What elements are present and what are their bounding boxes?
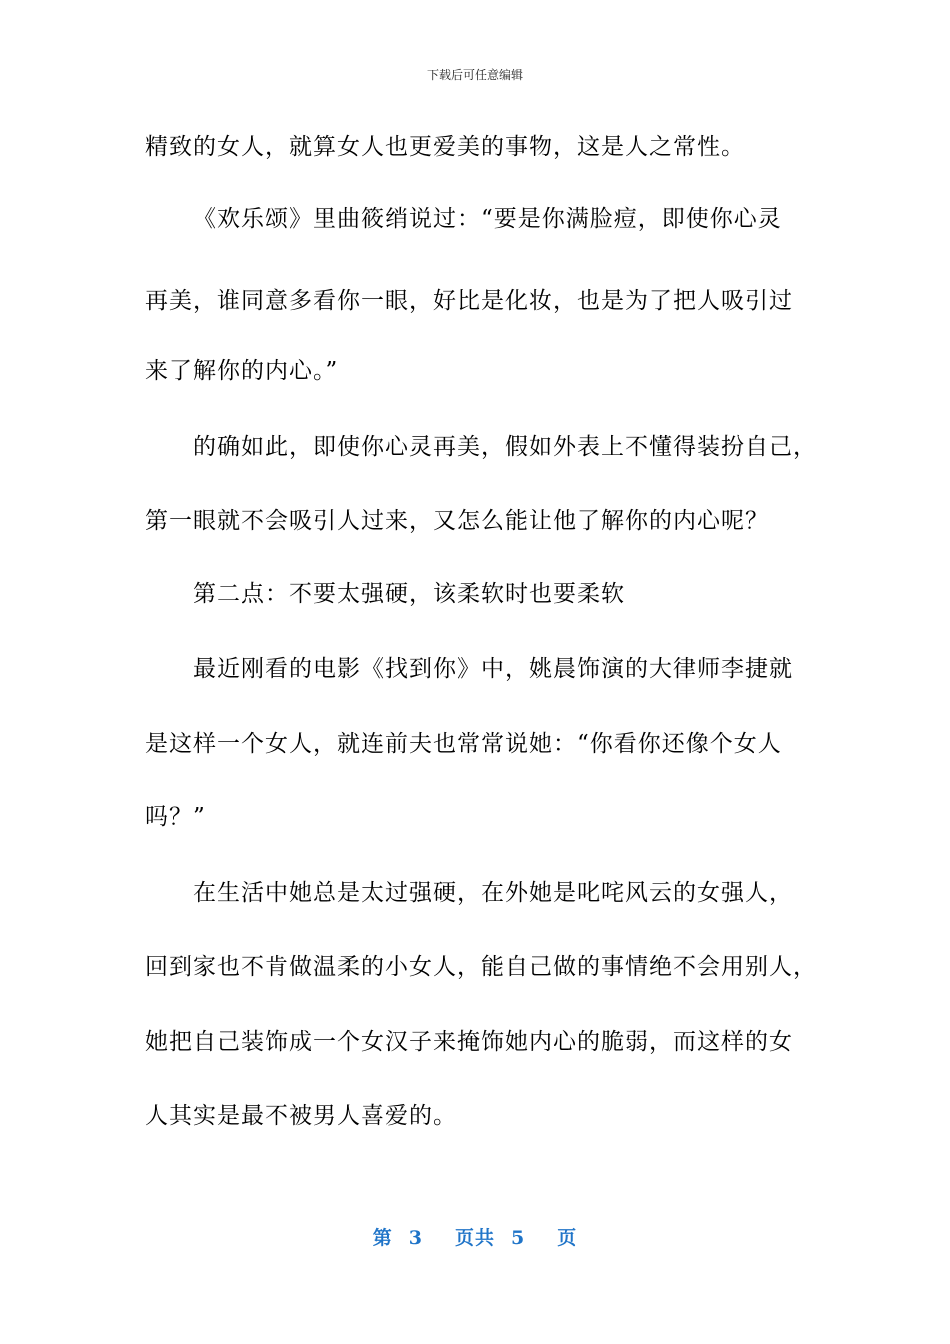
body-line: 第一眼就不会吸引人过来，又怎么能让他了解你的内心呢？ xyxy=(145,508,769,534)
footer-total-word: 页共 xyxy=(454,1227,495,1249)
body-line: 她把自己装饰成一个女汉子来掩饰她内心的脆弱，而这样的女 xyxy=(145,1029,793,1055)
section-heading: 第二点：不要太强硬，该柔软时也要柔软 xyxy=(193,581,625,607)
page-header xyxy=(0,68,950,82)
body-line: 再美，谁同意多看你一眼，好比是化妆，也是为了把人吸引过 xyxy=(145,288,793,314)
body-line: 人其实是最不被男人喜爱的。 xyxy=(145,1103,457,1129)
body-line: 精致的女人，就算女人也更爱美的事物，这是人之常性。 xyxy=(145,134,745,160)
body-line: 最近刚看的电影《找到你》中，姚晨饰演的大律师李捷就 xyxy=(193,656,793,682)
body-line: 《欢乐颂》里曲筱绡说过：“要是你满脸痘，即使你心灵 xyxy=(193,206,782,232)
body-line: 的确如此，即使你心灵再美，假如外表上不懂得装扮自己， xyxy=(193,434,817,460)
footer-page-suffix: 页 xyxy=(557,1227,578,1249)
footer-page-word: 第 xyxy=(372,1227,393,1249)
body-line: 在生活中她总是太过强硬，在外她是叱咤风云的女强人， xyxy=(193,880,793,906)
footer-current-page: 3 xyxy=(408,1227,423,1249)
header-note: 下载后可任意编辑 xyxy=(426,68,523,82)
page-footer xyxy=(0,1226,950,1250)
body-line: 来了解你的内心。” xyxy=(145,358,339,384)
body-line: 吗？” xyxy=(145,804,206,830)
footer-total-pages: 5 xyxy=(511,1227,526,1249)
body-line: 回到家也不肯做温柔的小女人，能自己做的事情绝不会用别人， xyxy=(145,954,817,980)
body-line: 是这样一个女人，就连前夫也常常说她：“你看你还像个女人 xyxy=(145,731,782,757)
